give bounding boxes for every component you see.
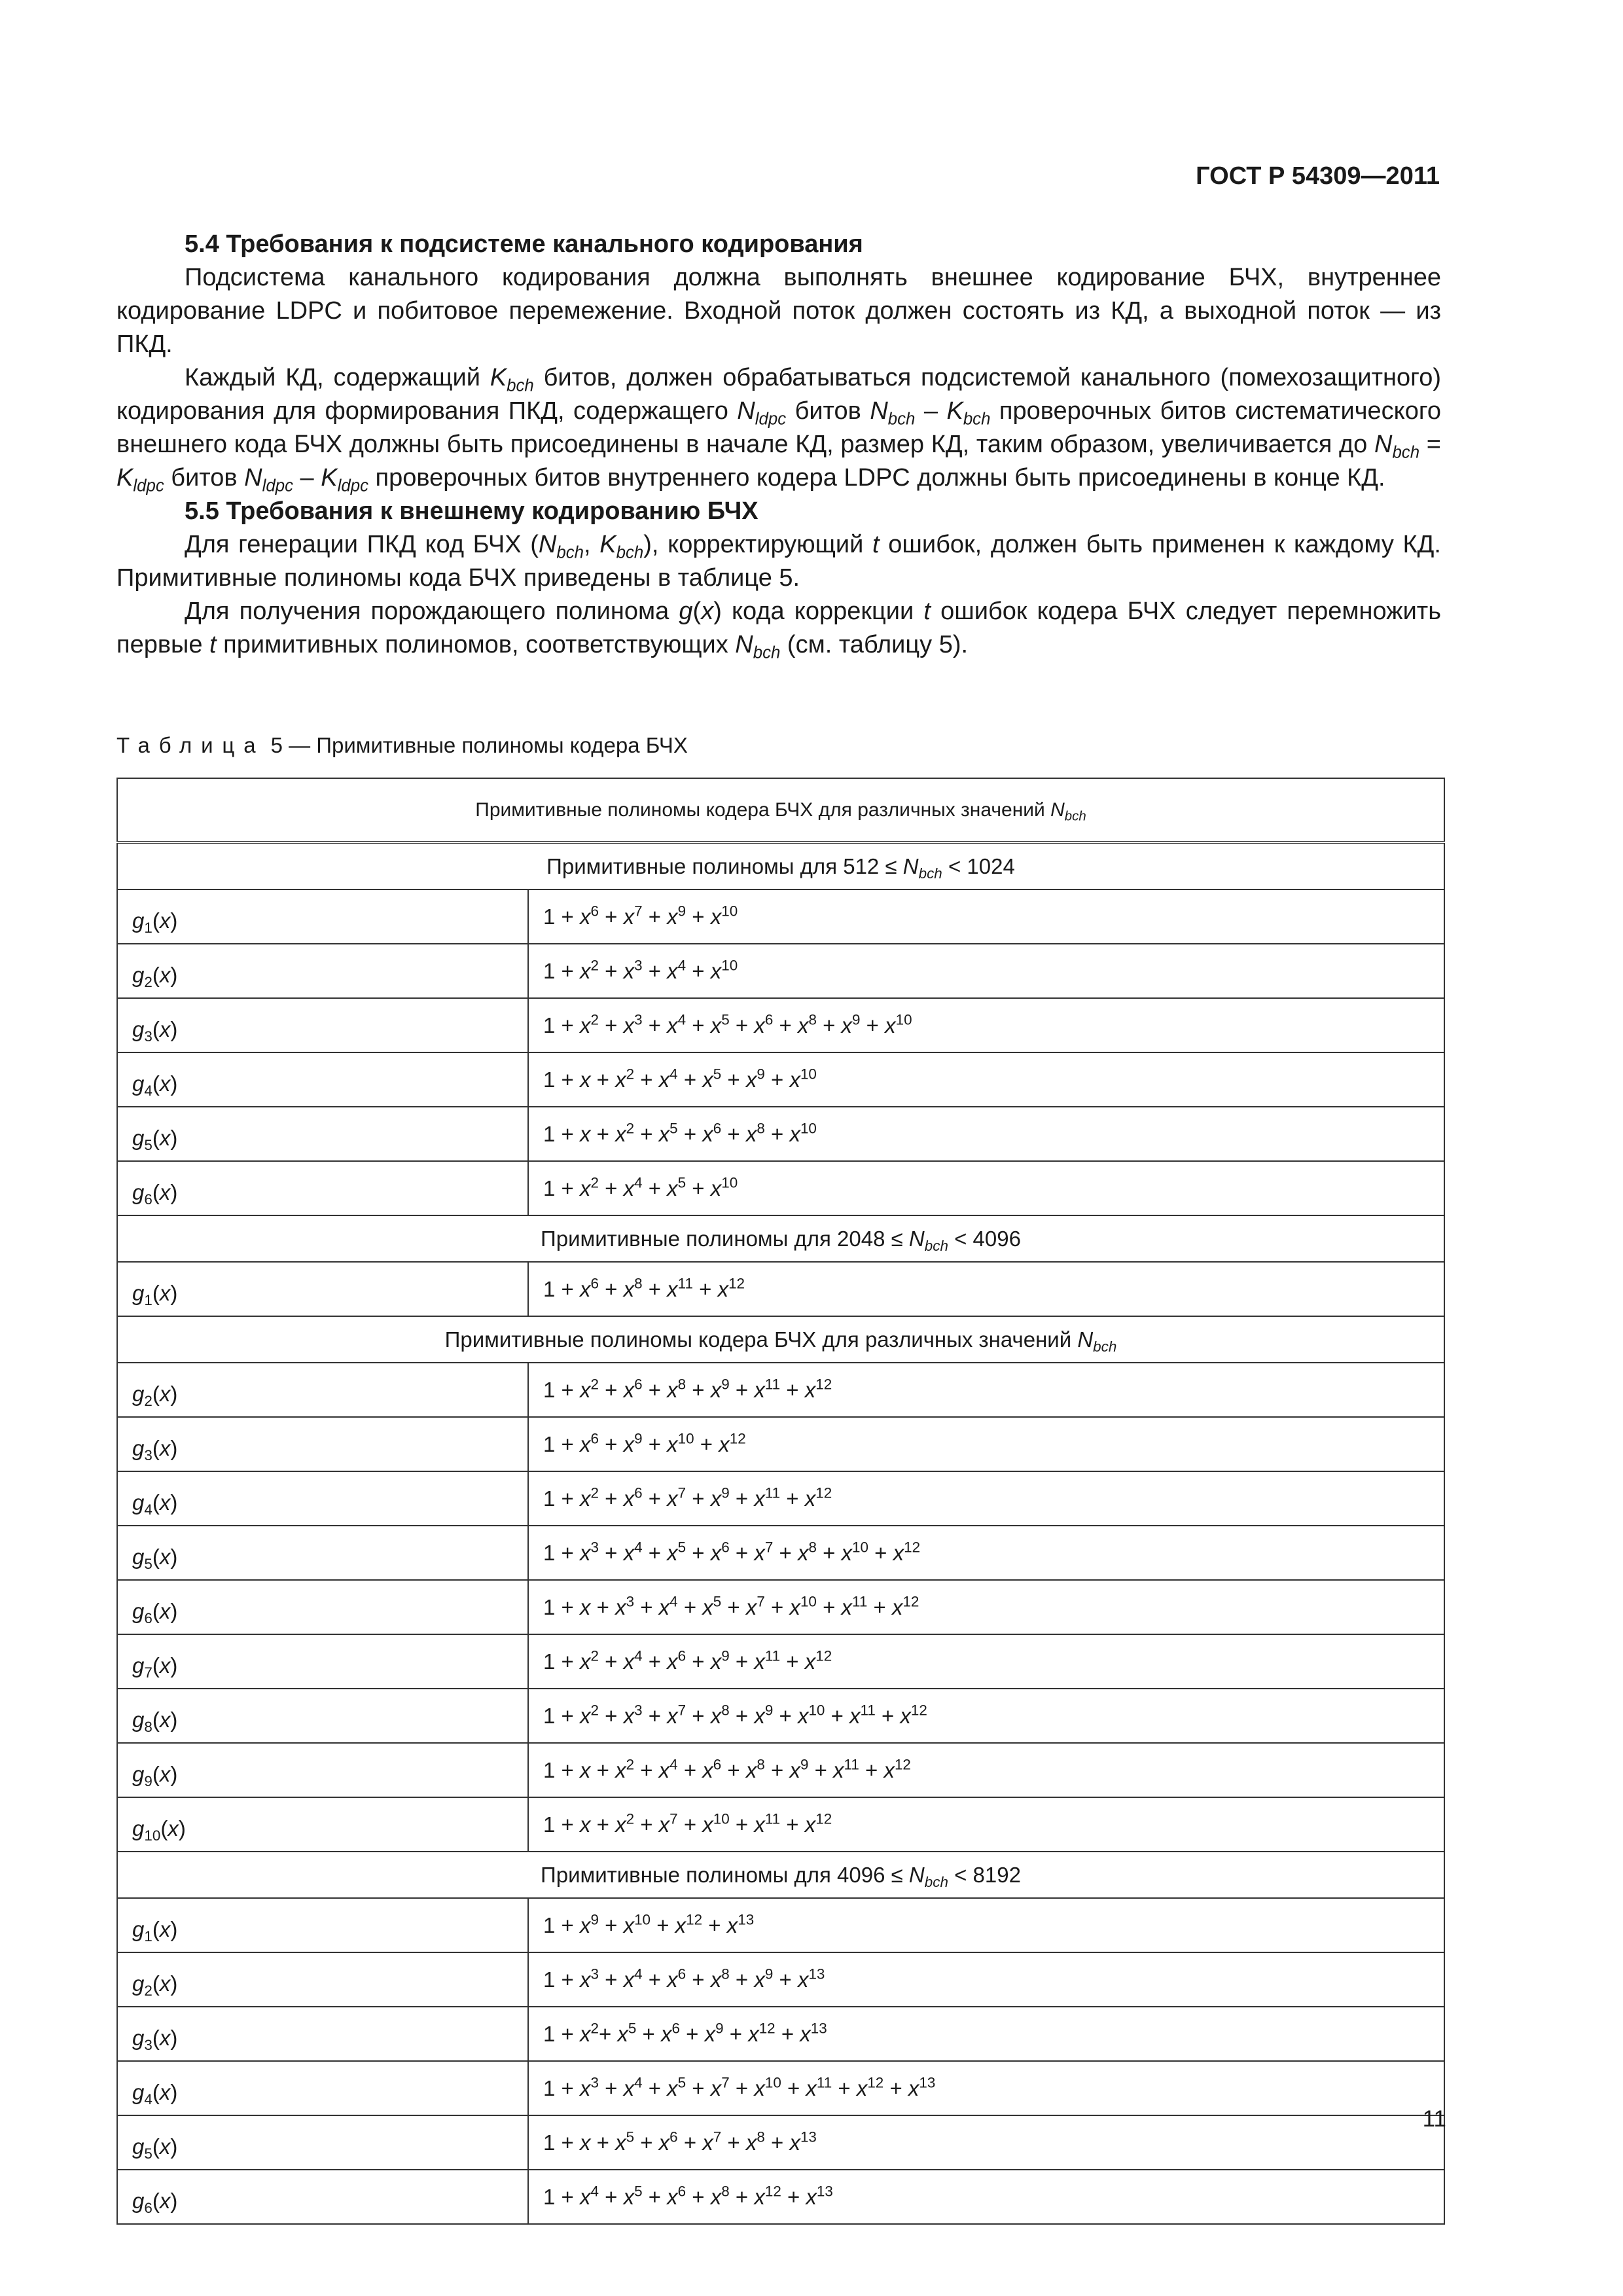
polynomial-name-cell: $g_2(x)$ xyxy=(117,1952,528,2007)
polynomial-name-cell: $g_5(x)$ xyxy=(117,2115,528,2170)
table-row xyxy=(117,2007,1444,2061)
polynomial-expression-cell: $1 + x^2+ x^5 + x^6 + x^9 + x^{12} + x^{13}$ xyxy=(528,2007,1444,2061)
section-5-4-paragraph-2: Каждый КД, содержащий $K_{bch}$ битов, должен обрабатываться подсистемой канального (помехозащитного) кодирования для формирования ПКД, содержащего $N_{ldpc}$ битов $N_{bch} - K_{bch}$ проверочных битов систематического внешнего кода БЧХ должны быть присоединены в начале КД, размер КД, таким образом, увеличивается до $N_{bch} = K_{ldpc}$ битов $N_{ldpc} - K_{ldpc}$ проверочных битов внутреннего кодера LDPC должны быть присоединены в конце КД. xyxy=(116,364,1442,495)
polynomial-name-cell: $g_4(x)$ xyxy=(117,2061,528,2115)
table-row xyxy=(117,1363,1444,1417)
polynomial-name-cell: $g_3(x)$ xyxy=(117,998,528,1052)
polynomial-name-cell: $g_8(x)$ xyxy=(117,1689,528,1743)
table-row xyxy=(117,889,1444,944)
polynomial-name-cell: $g_1(x)$ xyxy=(117,1898,528,1952)
polynomial-name-cell: $g_3(x)$ xyxy=(117,2007,528,2061)
polynomial-expression-cell: $1 + x^2 + x^3 + x^4 + x^{10}$ xyxy=(528,944,1444,998)
polynomial-name-cell: $g_9(x)$ xyxy=(117,1743,528,1797)
table-row xyxy=(117,1107,1444,1161)
polynomial-expression-cell: $1 + x^3 + x^4 + x^5 + x^6 + x^7 + x^8 + x^{10} + x^{12}$ xyxy=(528,1526,1444,1580)
table-row xyxy=(117,1580,1444,1634)
polynomial-expression-cell: $1 + x^2 + x^3 + x^4 + x^5 + x^6 + x^8 + x^9 + x^{10}$ xyxy=(528,998,1444,1052)
document-body xyxy=(116,228,1441,662)
section-5-5-title: 5.5 Требования к внешнему кодированию БЧХ xyxy=(185,497,758,525)
polynomial-expression-cell: $1 + x^2 + x^4 + x^5 + x^{10}$ xyxy=(528,1161,1444,1215)
polynomial-expression-cell: $1 + x + x^2 + x^4 + x^6 + x^8 + x^9 + x^{11} + x^{12}$ xyxy=(528,1743,1444,1797)
polynomial-expression-cell: $1 + x + x^2 + x^5 + x^6 + x^8 + x^{10}$ xyxy=(528,1107,1444,1161)
section-5-5-paragraph-2: Для получения порождающего полинома g(x) кода коррекции t ошибок кодера БЧХ следует перемножить первые t примитивных полиномов, соответствующих $N_{bch}$ (см. таблицу 5). xyxy=(116,598,1442,662)
table-row xyxy=(117,1952,1444,2007)
table-main-header: Примитивные полиномы кодера БЧХ для различных значений $N_{bch}$ xyxy=(117,778,1444,842)
table-group-header-row xyxy=(117,1852,1444,1898)
polynomial-expression-cell: $1 + x + x^2 + x^4 + x^5 + x^9 + x^{10}$ xyxy=(528,1052,1444,1107)
polynomial-name-cell: $g_5(x)$ xyxy=(117,1526,528,1580)
table-row xyxy=(117,1634,1444,1689)
polynomial-name-cell: $g_4(x)$ xyxy=(117,1471,528,1526)
page-number: 11 xyxy=(1422,2106,1446,2132)
table-row xyxy=(117,1898,1444,1952)
section-5-4-title: 5.4 Требования к подсистеме канального кодирования xyxy=(185,230,863,258)
primitive-polynomials-table xyxy=(116,778,1445,2225)
table-row xyxy=(117,2115,1444,2170)
polynomial-expression-cell: $1 + x^6 + x^9 + x^{10} + x^{12}$ xyxy=(528,1417,1444,1471)
table-group-header-row xyxy=(117,842,1444,889)
polynomial-expression-cell: $1 + x^2 + x^4 + x^6 + x^9 + x^{11} + x^{12}$ xyxy=(528,1634,1444,1689)
table-group-header: Примитивные полиномы для $4096 \le N_{bch} < 8192$ xyxy=(117,1852,1444,1898)
polynomial-name-cell: $g_6(x)$ xyxy=(117,2170,528,2224)
polynomial-expression-cell: $1 + x^3 + x^4 + x^5 + x^7 + x^{10} + x^{11} + x^{12} + x^{13}$ xyxy=(528,2061,1444,2115)
polynomial-name-cell: $g_5(x)$ xyxy=(117,1107,528,1161)
polynomial-name-cell: $g_{10}(x)$ xyxy=(117,1797,528,1852)
table-row xyxy=(117,1526,1444,1580)
table-group-header: Примитивные полиномы кодера БЧХ для различных значений $N_{bch}$ xyxy=(117,1316,1444,1363)
table-row xyxy=(117,1161,1444,1215)
table-row xyxy=(117,944,1444,998)
table-row xyxy=(117,1797,1444,1852)
polynomial-expression-cell: $1 + x^2 + x^6 + x^7 + x^9 + x^{11} + x^{12}$ xyxy=(528,1471,1444,1526)
polynomial-name-cell: $g_1(x)$ xyxy=(117,1262,528,1316)
polynomial-name-cell: $g_7(x)$ xyxy=(117,1634,528,1689)
table-group-header: Примитивные полиномы для $512 \le N_{bch} < 1024$ xyxy=(117,842,1444,889)
polynomial-name-cell: $g_2(x)$ xyxy=(117,1363,528,1417)
polynomial-expression-cell: $1 + x^9 + x^{10} + x^{12} + x^{13}$ xyxy=(528,1898,1444,1952)
table-group-header: Примитивные полиномы для $2048 \le N_{bch} < 4096$ xyxy=(117,1215,1444,1262)
polynomial-name-cell: $g_6(x)$ xyxy=(117,1580,528,1634)
table-row xyxy=(117,1262,1444,1316)
section-5-4-paragraph-1: Подсистема канального кодирования должна выполнять внешнее кодирование БЧХ, внутреннее кодирование LDPC и побитовое перемежение. Входной поток должен состоять из КД, а выходной поток — из ПКД. xyxy=(116,264,1441,358)
table-row xyxy=(117,998,1444,1052)
section-5-5-paragraph-1: Для генерации ПКД код БЧХ ($N_{bch}$, $K_{bch}$), корректирующий t ошибок, должен быть применен к каждому КД. Примитивные полиномы кода БЧХ приведены в таблице 5. xyxy=(116,531,1441,592)
polynomial-name-cell: $g_1(x)$ xyxy=(117,889,528,944)
table-row xyxy=(117,1743,1444,1797)
table-row xyxy=(117,1689,1444,1743)
table-row xyxy=(117,1052,1444,1107)
polynomial-expression-cell: $1 + x^6 + x^8 + x^{11} + x^{12}$ xyxy=(528,1262,1444,1316)
polynomial-expression-cell: $1 + x + x^5 + x^6 + x^7 + x^8 + x^{13}$ xyxy=(528,2115,1444,2170)
polynomial-expression-cell: $1 + x^2 + x^6 + x^8 + x^9 + x^{11} + x^{12}$ xyxy=(528,1363,1444,1417)
polynomial-name-cell: $g_6(x)$ xyxy=(117,1161,528,1215)
polynomial-name-cell: $g_3(x)$ xyxy=(117,1417,528,1471)
document-id: ГОСТ Р 54309—2011 xyxy=(1196,162,1440,190)
polynomial-expression-cell: $1 + x^6 + x^7 + x^9 + x^{10}$ xyxy=(528,889,1444,944)
polynomial-expression-cell: $1 + x + x^3 + x^4 + x^5 + x^7 + x^{10} + x^{11} + x^{12}$ xyxy=(528,1580,1444,1634)
polynomial-name-cell: $g_2(x)$ xyxy=(117,944,528,998)
table-main-header-row xyxy=(117,778,1444,842)
polynomial-expression-cell: $1 + x + x^2 + x^7 + x^{10} + x^{11} + x^{12}$ xyxy=(528,1797,1444,1852)
table-row xyxy=(117,1417,1444,1471)
table-caption: Таблица 5 — Примитивные полиномы кодера БЧХ xyxy=(116,733,688,757)
polynomial-expression-cell: $1 + x^4 + x^5 + x^6 + x^8 + x^{12} + x^{13}$ xyxy=(528,2170,1444,2224)
table-row xyxy=(117,2061,1444,2115)
polynomial-name-cell: $g_4(x)$ xyxy=(117,1052,528,1107)
table-row xyxy=(117,2170,1444,2224)
table-group-header-row xyxy=(117,1215,1444,1262)
polynomial-expression-cell: $1 + x^3 + x^4 + x^6 + x^8 + x^9 + x^{13}$ xyxy=(528,1952,1444,2007)
table-group-header-row xyxy=(117,1316,1444,1363)
table-row xyxy=(117,1471,1444,1526)
polynomial-expression-cell: $1 + x^2 + x^3 + x^7 + x^8 + x^9 + x^{10} + x^{11} + x^{12}$ xyxy=(528,1689,1444,1743)
